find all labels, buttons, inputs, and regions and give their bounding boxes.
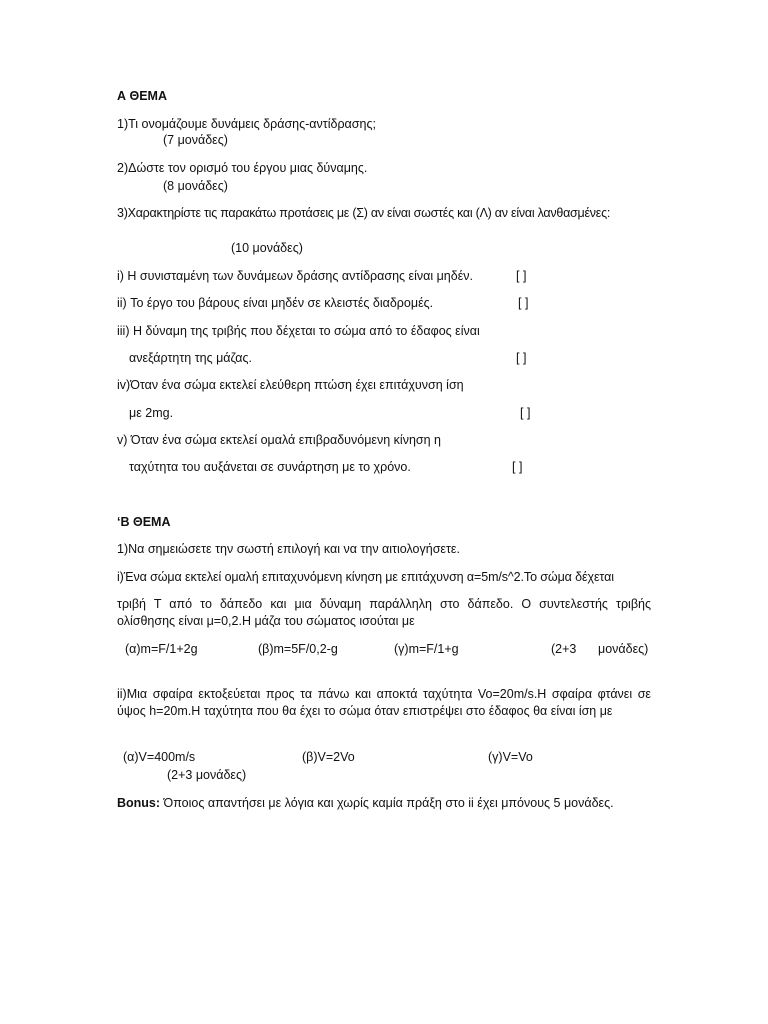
section-b-title: ‘Β ΘΕΜΑ (117, 515, 171, 529)
statement-iv-line2: με 2mg. (129, 406, 174, 420)
problem-ii-points: (2+3 μονάδες) (167, 768, 247, 782)
statement-v-line1: v) Όταν ένα σώμα εκτελεί ομαλά επιβραδυνόμενη κίνηση η (117, 433, 441, 447)
problem-i-points-a: (2+3 (551, 642, 577, 656)
statement-i: i) Η συνισταμένη των δυνάμεων δράσης αντίδρασης είναι μηδέν. (117, 269, 474, 283)
question-a3-points: (10 μονάδες) (231, 241, 303, 255)
answer-box-ii[interactable]: [ ] (518, 296, 529, 310)
answer-box-iii[interactable]: [ ] (516, 351, 527, 365)
question-a3: 3)Χαρακτηρίστε τις παρακάτω προτάσεις με (Σ) αν είναι σωστές και (Λ) αν είναι λανθασμένες: (117, 206, 611, 220)
bonus-text: Όποιος απαντήσει με λόγια και χωρίς καμία πράξη στο ii έχει μπόνους 5 μονάδες. (163, 796, 614, 810)
bonus-label: Bonus: (117, 796, 161, 810)
problem-i-option-c: (γ)m=F/1+g (394, 642, 459, 656)
statement-iii-line2: ανεξάρτητη της μάζας. (129, 351, 252, 365)
question-a1-points: (7 μονάδες) (163, 133, 228, 147)
statement-iii-line1: iii) Η δύναμη της τριβής που δέχεται το σώμα από το έδαφος είναι (117, 324, 480, 338)
problem-ii-option-b: (β)V=2Vo (302, 750, 355, 764)
question-a2-points: (8 μονάδες) (163, 179, 228, 193)
answer-box-v[interactable]: [ ] (512, 460, 523, 474)
problem-ii-option-a: (α)V=400m/s (123, 750, 196, 764)
problem-ii-text: ii)Μια σφαίρα εκτοξεύεται προς τα πάνω και αποκτά ταχύτητα Vo=20m/s.Η σφαίρα φτάνει σε ύψος h=20m.Η ταχύτητα που θα έχει το σώμα όταν επιστρέψει στο έδαφος θα είναι ίση με (117, 687, 651, 718)
answer-box-iv[interactable]: [ ] (520, 406, 531, 420)
problem-i-option-a: (α)m=F/1+2g (125, 642, 198, 656)
problem-i-option-b: (β)m=5F/0,2-g (258, 642, 338, 656)
problem-ii-option-c: (γ)V=Vo (488, 750, 533, 764)
statement-v-line2: ταχύτητα του αυξάνεται σε συνάρτηση με το χρόνο. (129, 460, 411, 474)
question-a2: 2)Δώστε τον ορισμό του έργου μιας δύναμης. (117, 161, 368, 175)
question-a1: 1)Τι ονομάζουμε δυνάμεις δράσης-αντίδρασης; (117, 117, 376, 131)
problem-i-line1: i)Ένα σώμα εκτελεί ομαλή επιταχυνόμενη κίνηση με επιτάχυνση α=5m/s^2.Το σώμα δέχεται (117, 570, 614, 584)
statement-iv-line1: iv)Όταν ένα σώμα εκτελεί ελεύθερη πτώση έχει επιτάχυνση ίση (117, 378, 464, 392)
statement-ii: ii) Το έργο του βάρους είναι μηδέν σε κλειστές διαδρομές. (117, 296, 434, 310)
section-a-title: Α ΘΕΜΑ (117, 89, 167, 103)
problem-i-text: τριβή Τ από το δάπεδο και μια δύναμη παράλληλη στο δάπεδο. Ο συντελεστής τριβής ολίσθησης είναι μ=0,2.Η μάζα του σώματος ισούται με (117, 597, 651, 628)
bonus-note (117, 795, 614, 811)
answer-box-i[interactable]: [ ] (516, 269, 527, 283)
question-b1: 1)Να σημειώσετε την σωστή επιλογή και να την αιτιολογήσετε. (117, 542, 460, 556)
problem-i-points-b: μονάδες) (598, 642, 649, 656)
